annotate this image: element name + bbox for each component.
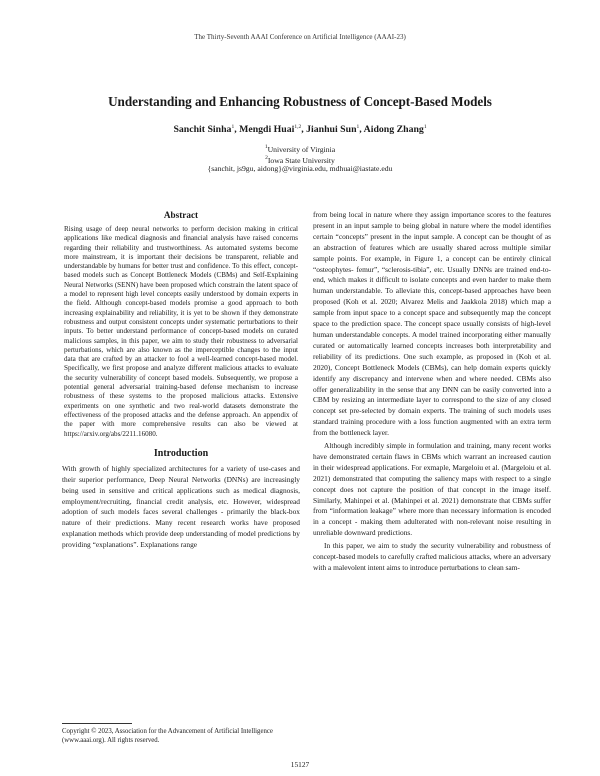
body-paragraph: from being local in nature where they assign importance scores to the features present in an input sample to being global in nature where the model identifies certain “concepts” present in the input sample. A concept can be thought of as an abstraction of features which are usually shared across multiple similar sample points. For example, in Figure 1, a concept can be entirely clinical “osteophytes- femur”, “sclerosis-tibia”, etc. Usually DNNs are trained end-to-end, which makes it difficult to isolate concepts and even harder to make them human understandable. To alleviate this, concept-based approaches have been proposed (Koh et al. 2020; Alvarez Melis and Jaakkola 2018) which map a sample from input space to a concept space and subsequently map the concept space to the prediction space. The concept space usually consists of high-level human understandable concepts. A model trained incorporating either manually curated or automatically learned concepts increases both interpretability and reliability of its predictions. One such example, as proposed in (Koh et al. 2020), Concept Bottleneck Models (CBMs), can help domain experts quickly identify any discrepancy and intervene when and where needed. CBMs also offer generalizability in the sense that any DNN can be easily converted into a CBM by resizing an intermediate layer to correspond to the size of any closed concept set pre-selected by domain experts. The training of such models uses standard training procedure with a loss function augmented with an extra term from the bottleneck layer. (313, 210, 551, 438)
body-paragraph: In this paper, we aim to study the security vulnerability and robustness of concept-based models to carefully crafted malicious attacks, where an adversary with a malevolent intent aims to introduce perturbations to clean sam- (313, 541, 551, 572)
conference-header: The Thirty-Seventh AAAI Conference on Artificial Intelligence (AAAI-23) (194, 33, 406, 41)
abstract-text: Rising usage of deep neural networks to perform decision making in critical applications like medical diagnosis and financial analysis have raised concerns regarding their reliability and trustworthiness. As automated systems become more mainstream, it is important their decisions be transparent, reliable and understandable by humans for better trust and confidence. To this effect, concept-based models such as Concept Bottleneck Models (CBMs) and Self-Explaining Neural Networks (SENN) have been proposed which constrain the latent space of a model to represent high level concepts easily understood by domain experts in the field. Although concept-based models promise a good approach to both increasing explainability and reliability, it is yet to be shown if they demonstrate robustness and output consistent concepts under systematic perturbations to their inputs. To better understand performance of concept-based models on curated malicious samples, in this paper, we aim to study their robustness to adversarial perturbations, which are also known as the imperceptible changes to the input data that are crafted by an attacker to fool a well-learned concept-based model. Specifically, we first propose and analyze different malicious attacks to evaluate the security vulnerability of concept based models. Subsequently, we propose a potential general adversarial training-based defense mechanism to increase robustness of these systems to the proposed malicious attacks. Extensive experiments on one synthetic and two real-world datasets demonstrate the effectiveness of the proposed attacks and the defense approach. An appendix of the paper with more comprehensive results can also be viewed at https://arxiv.org/abs/2211.16080. (64, 225, 298, 438)
author-affiliation-mark: 1,2 (294, 124, 302, 130)
paper-title: Understanding and Enhancing Robustness of Concept-Based Models (108, 94, 492, 109)
author-emails: {sanchit, js9gu, aidong}@virginia.edu, mdhuai@iastate.edu (207, 164, 393, 173)
author-name: Jianhui Sun (306, 124, 357, 135)
footnote-divider (62, 723, 132, 724)
page-number: 15127 (290, 760, 310, 769)
author-affiliation-mark: 1 (356, 124, 360, 130)
introduction-paragraph: With growth of highly specialized architectures for a variety of use-cases and their superior performance, Deep Neural Networks (DNNs) are increasingly being used in sensitive and critical applications such as medical diagnosis, employment/recruiting, financial credit analysis, etc. However, widespread adoption of such models faces several challenges - primarily the black-box nature of their predictions. Many recent research works have proposed explanation methods which provide deep understanding of model predictions by providing “explanations”. Explanations range (62, 463, 300, 550)
author-affiliation-mark: 1 (423, 124, 427, 130)
affiliation-mark: 1 (264, 144, 268, 150)
left-column (62, 210, 300, 551)
author-list: Sanchit Sinha$^1$, Mengdi Huai$^{1,2}$, Jianhui Sun$^1$, Aidong Zhang$^1$ (173, 124, 427, 135)
affiliation-name: University of Virginia (267, 145, 336, 154)
author-name: Aidong Zhang (363, 124, 424, 135)
right-column (313, 210, 551, 574)
affiliation-name: Iowa State University (267, 156, 335, 165)
copyright-footnote: Copyright © 2023, Association for the Advancement of Artificial Intelligence (www.aaai.org). All rights reserved. (62, 728, 273, 744)
body-paragraph: Although incredibly simple in formulation and training, many recent works have demonstrated certain flaws in CBMs which warrant an increased caution in their widespread applications. For exmaple, Margeloiu et al. (Margeloiu et al. 2021) demonstrated that computing the saliency maps with respect to a single concept does not capture the position of that concept in the image itself. Similarly, Mahinpei et al. (Mahinpei et al. 2021) demonstrate that CBMs suffer from “information leakage” where more than necessary information is encoded in a concept - making them adulterated with non-relevant noise resulting in unreliable downward predictions. (313, 441, 551, 538)
author-name: Sanchit Sinha (173, 124, 232, 135)
author-affiliation-mark: 1 (231, 124, 235, 130)
author-name: Mengdi Huai (239, 124, 295, 135)
affiliation-mark: 2 (265, 155, 268, 161)
abstract-heading: Abstract (163, 210, 199, 220)
introduction-heading: Introduction (153, 447, 209, 459)
